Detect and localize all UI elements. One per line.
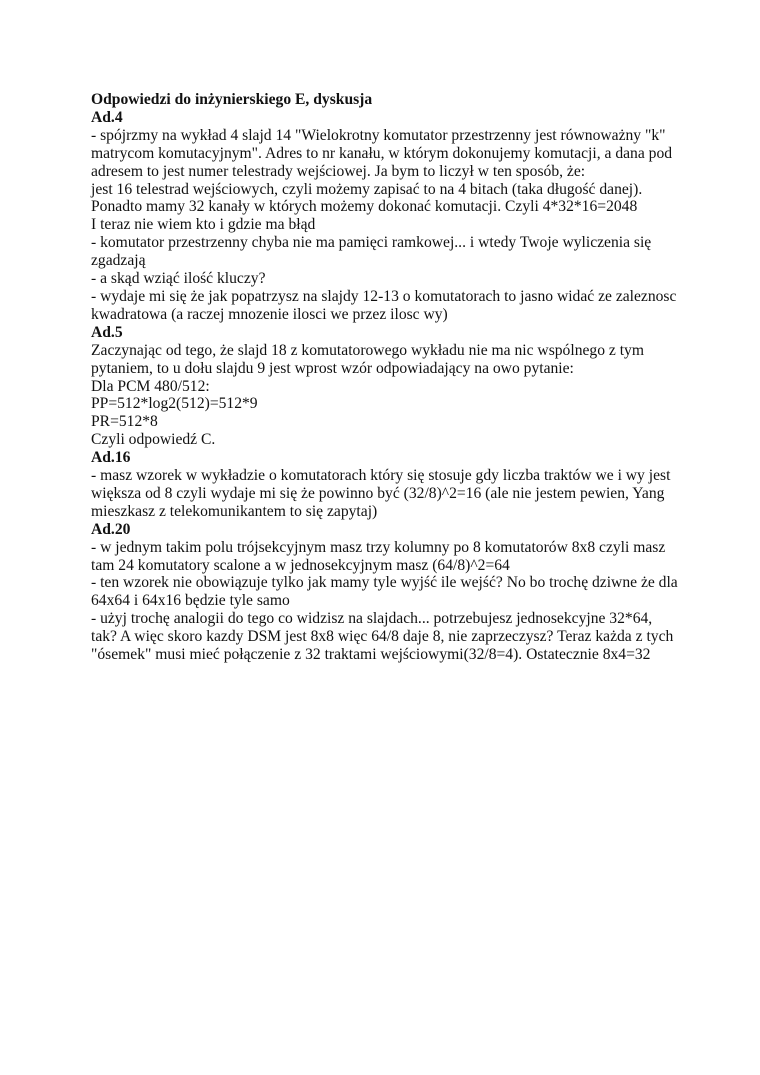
paragraph-line: - a skąd wziąć ilość kluczy?: [91, 270, 266, 288]
section-heading-ad4: Ad.4: [91, 108, 123, 126]
paragraph-line: PP=512*log2(512)=512*9: [91, 395, 258, 413]
paragraph-line: kwadratowa (a raczej mnozenie ilosci we przez ilosc wy): [91, 305, 448, 323]
paragraph-line: tak? A więc skoro kazdy DSM jest 8x8 więc 64/8 daje 8, nie zaprzeczysz? Teraz każda z tych: [91, 628, 674, 646]
paragraph-line: Dla PCM 480/512:: [91, 377, 210, 395]
section-heading-ad20: Ad.20: [91, 520, 131, 538]
section-heading-ad5: Ad.5: [91, 323, 123, 341]
paragraph-line: - wydaje mi się że jak popatrzysz na slajdy 12-13 o komutatorach to jasno widać ze zaleznosc: [91, 287, 677, 305]
paragraph-line: "ósemek" musi mieć połączenie z 32 traktami wejściowymi(32/8=4). Ostatecznie 8x4=32: [91, 646, 651, 664]
paragraph-line: Czyli odpowiedź C.: [91, 431, 216, 449]
paragraph-line: PR=512*8: [91, 413, 158, 431]
paragraph-line: Ponadto mamy 32 kanały w których możemy dokonać komutacji. Czyli 4*32*16=2048: [91, 198, 638, 216]
paragraph-line: mieszkasz z telekomunikantem to się zapytaj): [91, 502, 378, 520]
paragraph-line: - masz wzorek w wykładzie o komutatorach który się stosuje gdy liczba traktów we i wy jest: [91, 467, 671, 485]
paragraph-line: Zaczynając od tego, że slajd 18 z komutatorowego wykładu nie ma nic wspólnego z tym: [91, 341, 644, 359]
paragraph-line: - komutator przestrzenny chyba nie ma pamięci ramkowej... i wtedy Twoje wyliczenia się: [91, 234, 652, 252]
paragraph-line: zgadzają: [91, 252, 146, 270]
paragraph-line: I teraz nie wiem kto i gdzie ma błąd: [91, 216, 316, 234]
section-heading-ad16: Ad.16: [91, 449, 131, 467]
paragraph-line: - w jednym takim polu trójsekcyjnym masz trzy kolumny po 8 komutatorów 8x8 czyli masz: [91, 538, 666, 556]
paragraph-line: adresem to jest numer telestrady wejściowej. Ja bym to liczył w ten sposób, że:: [91, 162, 586, 180]
paragraph-line: pytaniem, to u dołu slajdu 9 jest wprost wzór odpowiadający na owo pytanie:: [91, 359, 574, 377]
paragraph-line: 64x64 i 64x16 będzie tyle samo: [91, 592, 290, 610]
paragraph-line: matrycom komutacyjnym". Adres to nr kanału, w którym dokonujemy komutacji, a dana pod: [91, 144, 673, 162]
paragraph-line: większa od 8 czyli wydaje mi się że powinno być (32/8)^2=16 (ale nie jestem pewien, Yang: [91, 484, 665, 502]
paragraph-line: jest 16 telestrad wejściowych, czyli możemy zapisać to na 4 bitach (taka długość danej).: [91, 180, 643, 198]
document-title: Odpowiedzi do inżynierskiego E, dyskusja: [91, 91, 373, 108]
paragraph-line: - spójrzmy na wykład 4 slajd 14 "Wielokrotny komutator przestrzenny jest równoważny "k": [91, 126, 666, 144]
paragraph-line: - użyj trochę analogii do tego co widzisz na slajdach... potrzebujesz jednosekcyjne 32*64,: [91, 610, 653, 628]
document-page: [91, 91, 691, 664]
paragraph-line: - ten wzorek nie obowiązuje tylko jak mamy tyle wyjść ile wejść? No bo trochę dziwne że dla: [91, 574, 678, 592]
paragraph-line: tam 24 komutatory scalone a w jednosekcyjnym masz (64/8)^2=64: [91, 556, 510, 574]
